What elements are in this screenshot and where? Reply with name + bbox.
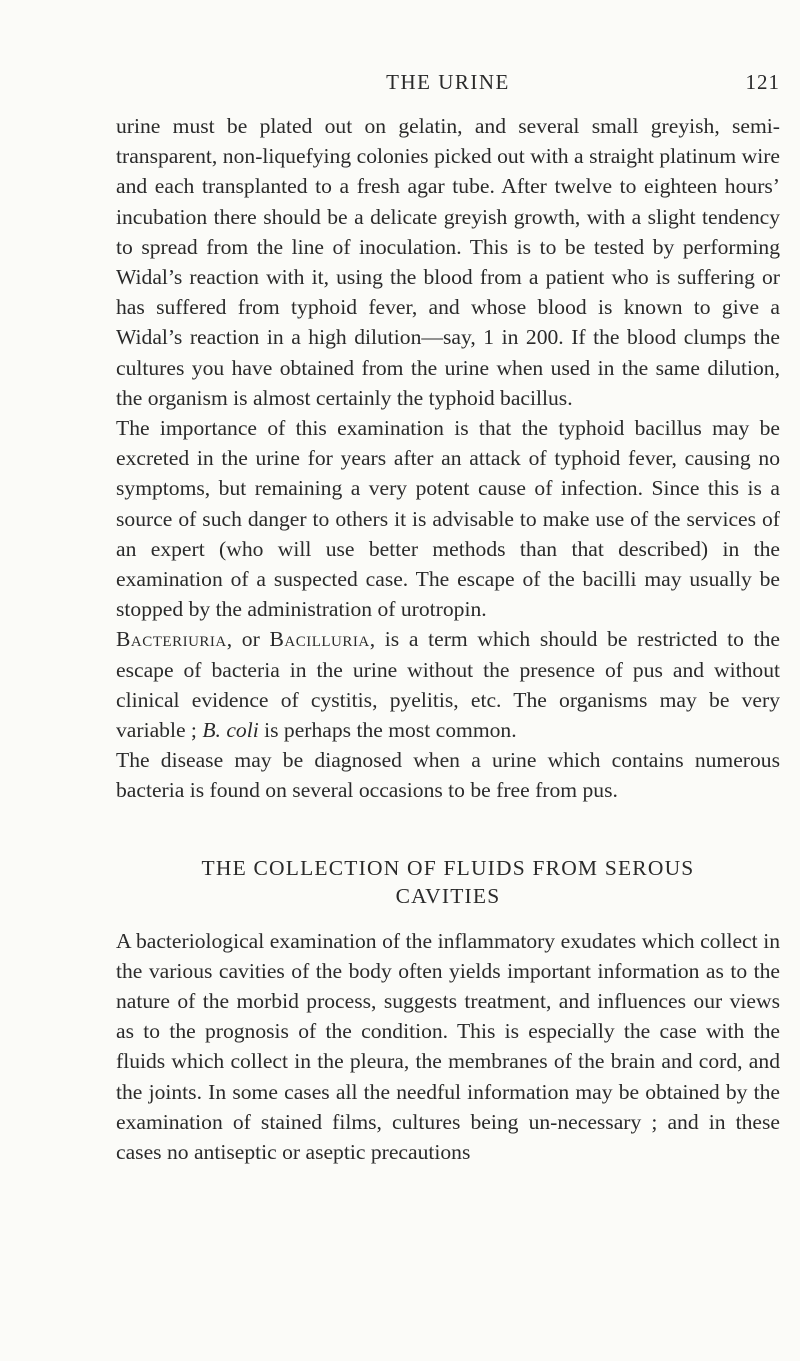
page-number: 121 <box>745 70 780 94</box>
paragraph-serous-cavities: A bacteriological examination of the inflammatory exudates which collect in the various cavities of the body often yields important information as to the nature of the morbid process, suggests treatment, and influences our views as to the prognosis of the condition. This is especially the case with the fluids which collect in the pleura, the membranes of the brain and cord, and the joints. In some cases all the needful information may be obtained by the examination of stained films, cultures being un-necessary ; and in these cases no antiseptic or aseptic precautions <box>116 928 780 1165</box>
paragraph-plating: urine must be plated out on gelatin, and several small greyish, semi-transparent, non-liquefying colonies picked out with a straight platinum wire and each transplanted to a fresh agar tube. After twelve to eighteen hours’ incubation there should be a delicate greyish growth, with a slight tendency to spread from the line of inoculation. This is to be tested by performing Widal’s reaction with it, using the blood from a patient who is suffering or has suffered from typhoid fever, and whose blood is known to give a Widal’s reaction in a high dilution—say, 1 in 200. If the blood clumps the cultures you have obtained from the urine when used in the same dilution, the organism is almost certainly the typhoid bacillus. <box>116 114 780 410</box>
bacteriuria-text-a: , is a term which should be restricted to the escape of bacteria in the urine without the presence of pus and without clinical evidence of cystitis, pyelitis, etc. The organisms may be very variable ; <box>116 627 781 743</box>
term-bacteriuria: Bacteriuria <box>116 627 227 652</box>
section-heading-line-1: THE COLLECTION OF FLUIDS FROM SEROUS <box>201 855 695 880</box>
running-head <box>116 70 780 100</box>
body-text <box>116 111 780 1167</box>
bacteriuria-text-b: is perhaps the most common. <box>258 718 517 743</box>
term-bacilluria: Bacilluria <box>269 627 370 652</box>
section-heading-line-2: CAVITIES <box>395 883 501 908</box>
paragraph-importance: The importance of this examination is that the typhoid bacillus may be excreted in the urine for years after an attack of typhoid fever, causing no symptoms, but remaining a very potent cause of infection. Since this is a source of such danger to others it is advisable to make use of the services of an expert (who will use better methods than that described) in the examination of a suspected case. The escape of the bacilli may usually be stopped by the administration of urotropin. <box>116 416 780 622</box>
book-page <box>116 70 780 1167</box>
section-heading <box>116 854 780 910</box>
organism-name: B. coli <box>202 718 259 743</box>
term-joiner: , or <box>226 627 270 652</box>
running-title: THE URINE <box>386 70 510 94</box>
paragraph-bacteriuria <box>116 624 780 745</box>
paragraph-diagnosis: The disease may be diagnosed when a urine which contains numerous bacteria is found on several occasions to be free from pus. <box>116 748 780 803</box>
